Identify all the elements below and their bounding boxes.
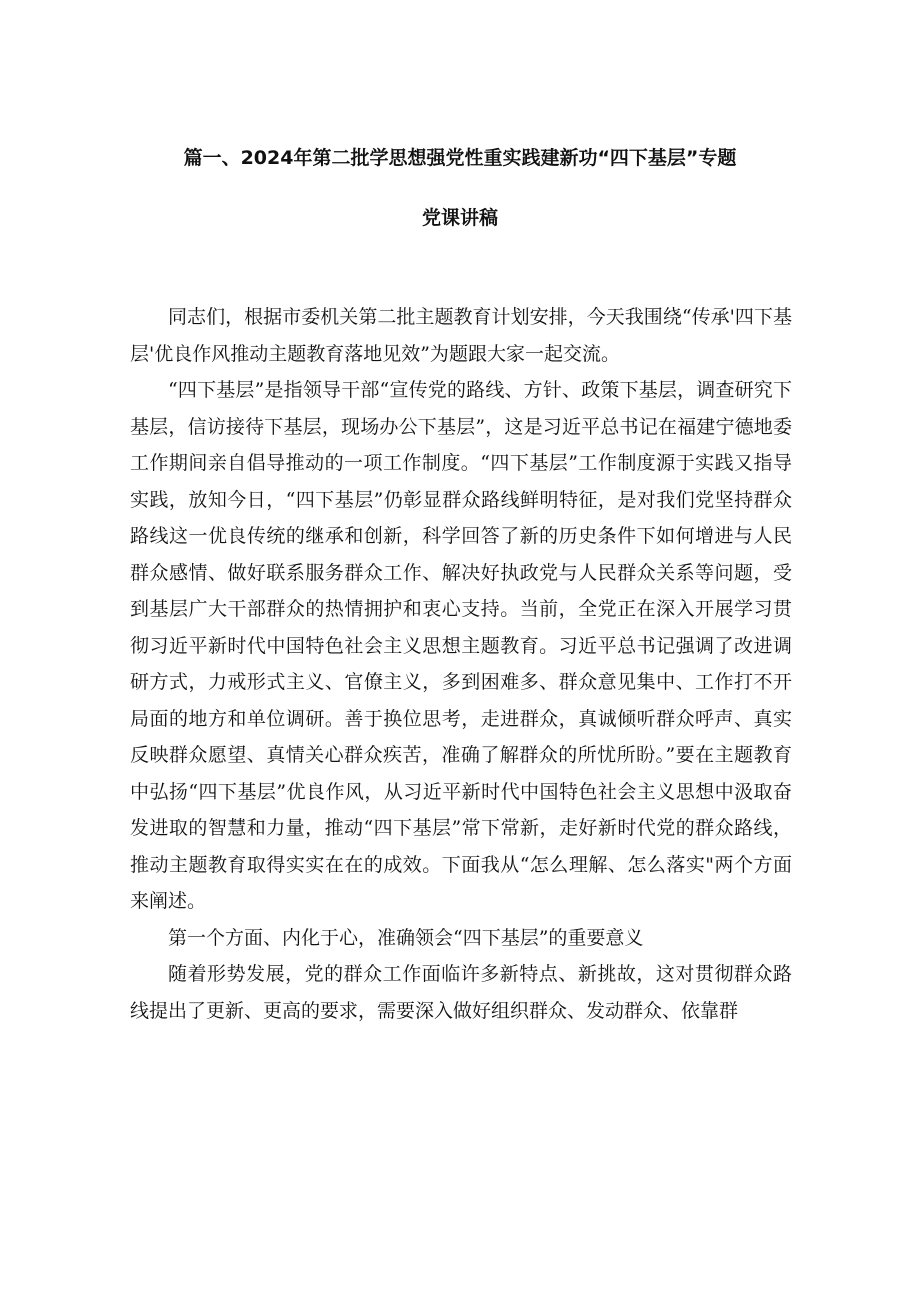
document-title-line-1: 篇一、2024年第二批学思想强党性重实践建新功“四下基层”专题 [183,147,737,169]
paragraph-development: 随着形势发展，党的群众工作面临许多新特点、新挑故，这对贯彻群众路线提出了更新、更高的要求，需要深入做好组织群众、发动群众、依靠群 [130,963,792,1022]
section-heading-first-aspect: 第一个方面、内化于心，准确领会“四下基层”的重要意义 [168,926,644,949]
document-title-line-2: 党课讲稿 [421,207,498,229]
paragraph-four-down-to-grassroots: “四下基层”是指领导干部“宣传党的路线、方针、政策下基层，调查研究下基层，信访接待下基层，现场办公下基层”，这是习近平总书记在福建宁德地委工作期间亲自倡导推动的一项工作制度。“四下基层”工作制度源于实践又指导实践，放知今日，“四下基层”仍彰显群众路线鲜明特征，是对我们党坚持群众路线这一优良传统的继承和创新，科学回答了新的历史条件下如何增进与人民群众感情、做好联系服务群众工作、解决好执政党与人民群众关系等问题，受到基层广大干部群众的热情拥护和衷心支持。当前，全党正在深入开展学习贯彻习近平新时代中国特色社会主义思想主题教育。习近平总书记强调了改进调研方式，力戒形式主义、官僚主义，多到困难多、群众意见集中、工作打不开局面的地方和单位调研。善于换位思考，走进群众，真诚倾听群众呼声、真实反映群众愿望、真情关心群众疾苦，准确了解群众的所忧所盼。”要在主题教育中弘扬“四下基层”优良作风，从习近平新时代中国特色社会主义思想中汲取奋发进取的智慧和力量，推动“四下基层”常下常新，走好新时代党的群众路线，推动主题教育取得实实在在的成效。下面我从“怎么理解、怎么落实"两个方面来阐述。 [130,379,792,912]
paragraph-opening: 同志们，根据市委机关第二批主题教育计划安排，今天我围绕“传承'四下基层'优良作风推动主题教育落地见效”为题跟大家一起交流。 [130,306,792,365]
document-body [130,299,792,1029]
